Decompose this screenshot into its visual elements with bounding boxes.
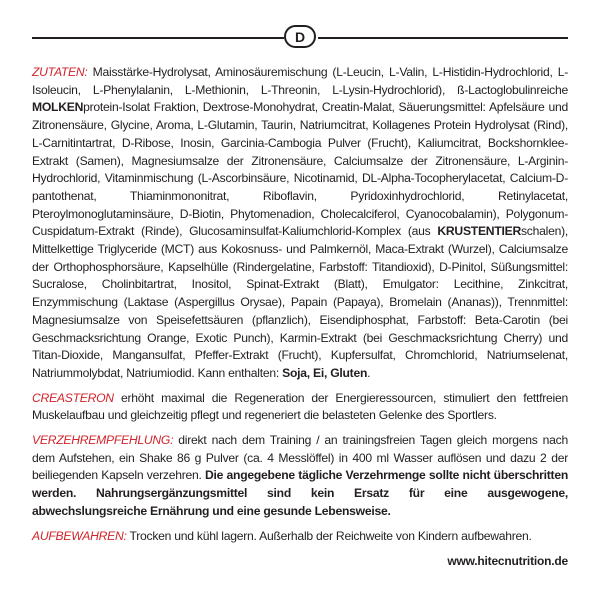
recommendation-label: VERZEHREMPFEHLUNG:: [32, 433, 174, 448]
ingredients-label: ZUTATEN:: [32, 65, 88, 79]
language-badge: D: [284, 25, 316, 48]
recommendation-paragraph: [32, 432, 568, 521]
website-url: www.hitecnutrition.de: [447, 554, 568, 568]
header-rule-left: [32, 37, 284, 39]
header-rule-right: [318, 37, 568, 39]
ingredients-text-1: Maisstärke-Hydrolysat, Aminosäuremischung (L-Leucin, L-Valin, L-Histidin-Hydrochlorid, L-Isoleucin, L-Phenylalanin, L-Methionin, L-Threonin, L-Lysin-Hydrochlorid), ß-Lactoglobulinreiche: [32, 65, 568, 97]
storage-paragraph: [32, 528, 568, 546]
description-paragraph: [32, 390, 568, 425]
description-text: erhöht maximal die Regeneration der Energieressourcen, stimuliert den fettfreien Muskelaufbau und gleichzeitig pflegt und regeneriert die belasteten Gelenke des Sportlers.: [32, 390, 568, 423]
label-text: [32, 64, 568, 552]
ingredients-allergens-list: Soja, Ei, Gluten: [282, 365, 368, 380]
ingredients-text-2: protein-Isolat Fraktion, Dextrose-Monohydrat, Creatin-Malat, Säuerungsmittel: Apfelsäure und Zitronensäure, Glycine, Aroma, L-Glutamin, Taurin, Natriumcitrat, Kollagenes Protein Hydrolysat (Rind), L-Carnitintartrat, D-Ribose, Inosin, Garcinia-Cambogia Pulver (Frucht), Kaliumcitrat, Bockshornklee-Extrakt (Samen), Magnesiumsalze der Zitronensäure, Calciumsalze der Zitronensäure, L-Arginin-Hydrochlorid, Vitaminmischung (L-Ascorbinsäure, Nicotinamid, DL-Alpha-Tocopherylacetat, Calcium-D-pantothenat, Thiaminmononitrat, Riboflavin, Pyridoxinhydrochlorid, Retinylacetat, Pteroylmonoglutaminsäure, D-Biotin, Phytomenadion, Cholecalciferol, Cyanocobalamin), Polygonum-Cuspidatum-Extrakt (Rinde), Glucosaminsulfat-Kaliumchlorid-Komplex (aus: [32, 100, 568, 239]
storage-label: AUFBEWAHREN:: [32, 528, 127, 543]
recommendation-warning: Die angegebene tägliche Verzehrmenge sollte nicht überschritten werden. Nahrungsergänzungsmittel sind kein Ersatz für eine ausgewogene, abwechslungsreiche Ernährung und eine gesunde Lebensweise.: [32, 468, 568, 518]
storage-text: Trocken und kühl lagern. Außerhalb der Reichweite von Kindern aufbewahren.: [126, 528, 532, 543]
ingredients-paragraph: [32, 64, 568, 383]
ingredients-allergen-crustacean: KRUSTENTIER: [437, 224, 521, 239]
ingredients-allergen-whey: MOLKEN: [32, 100, 84, 115]
ingredients-text-4: .: [367, 365, 371, 380]
ingredients-text-3: schalen), Mittelkettige Triglyceride (MCT) aus Kokosnuss- und Palmkernöl, Maca-Extrakt (Wurzel), Calciumsalze der Orthophosphorsäure, Kapselhülle (Rindergelatine, Farbstoff: Titandioxid), D-Pinitol, Süßungsmittel: Sucralose, Cholinbitartrat, Inositol, Spinat-Extrakt (Blatt), Emulgator: Lecithine, Zinkcitrat, Enzymmischung (Laktase (Aspergillus Orysae), Papain (Papaya), Bromelain (Ananas)), Trennmittel: Magnesiumsalze von Speisefettsäuren (pflanzlich), Eisendiphosphat, Farbstoff: Beta-Carotin (bei Geschmacksrichtung Orange, Exotic Punch), Karmin-Extrakt (bei Geschmacksrichtung Cherry) und Titan-Dioxide, Mangansulfat, Pfeffer-Extrakt (Frucht), Kupfersulfat, Chromchlorid, Natriumselenat, Natriummolybdat, Natriumiodid. Kann enthalten:: [32, 224, 568, 380]
brand-name: CREASTERON: [32, 390, 114, 405]
recommendation-text: direkt nach dem Training / an trainingsfreien Tagen gleich morgens nach dem Aufstehen, ein Shake 86 g Pulver (ca. 4 Messlöffel) in 400 ml Wasser auflösen und dazu 2 der beiliegenden Kapseln verzehren.: [32, 433, 568, 483]
